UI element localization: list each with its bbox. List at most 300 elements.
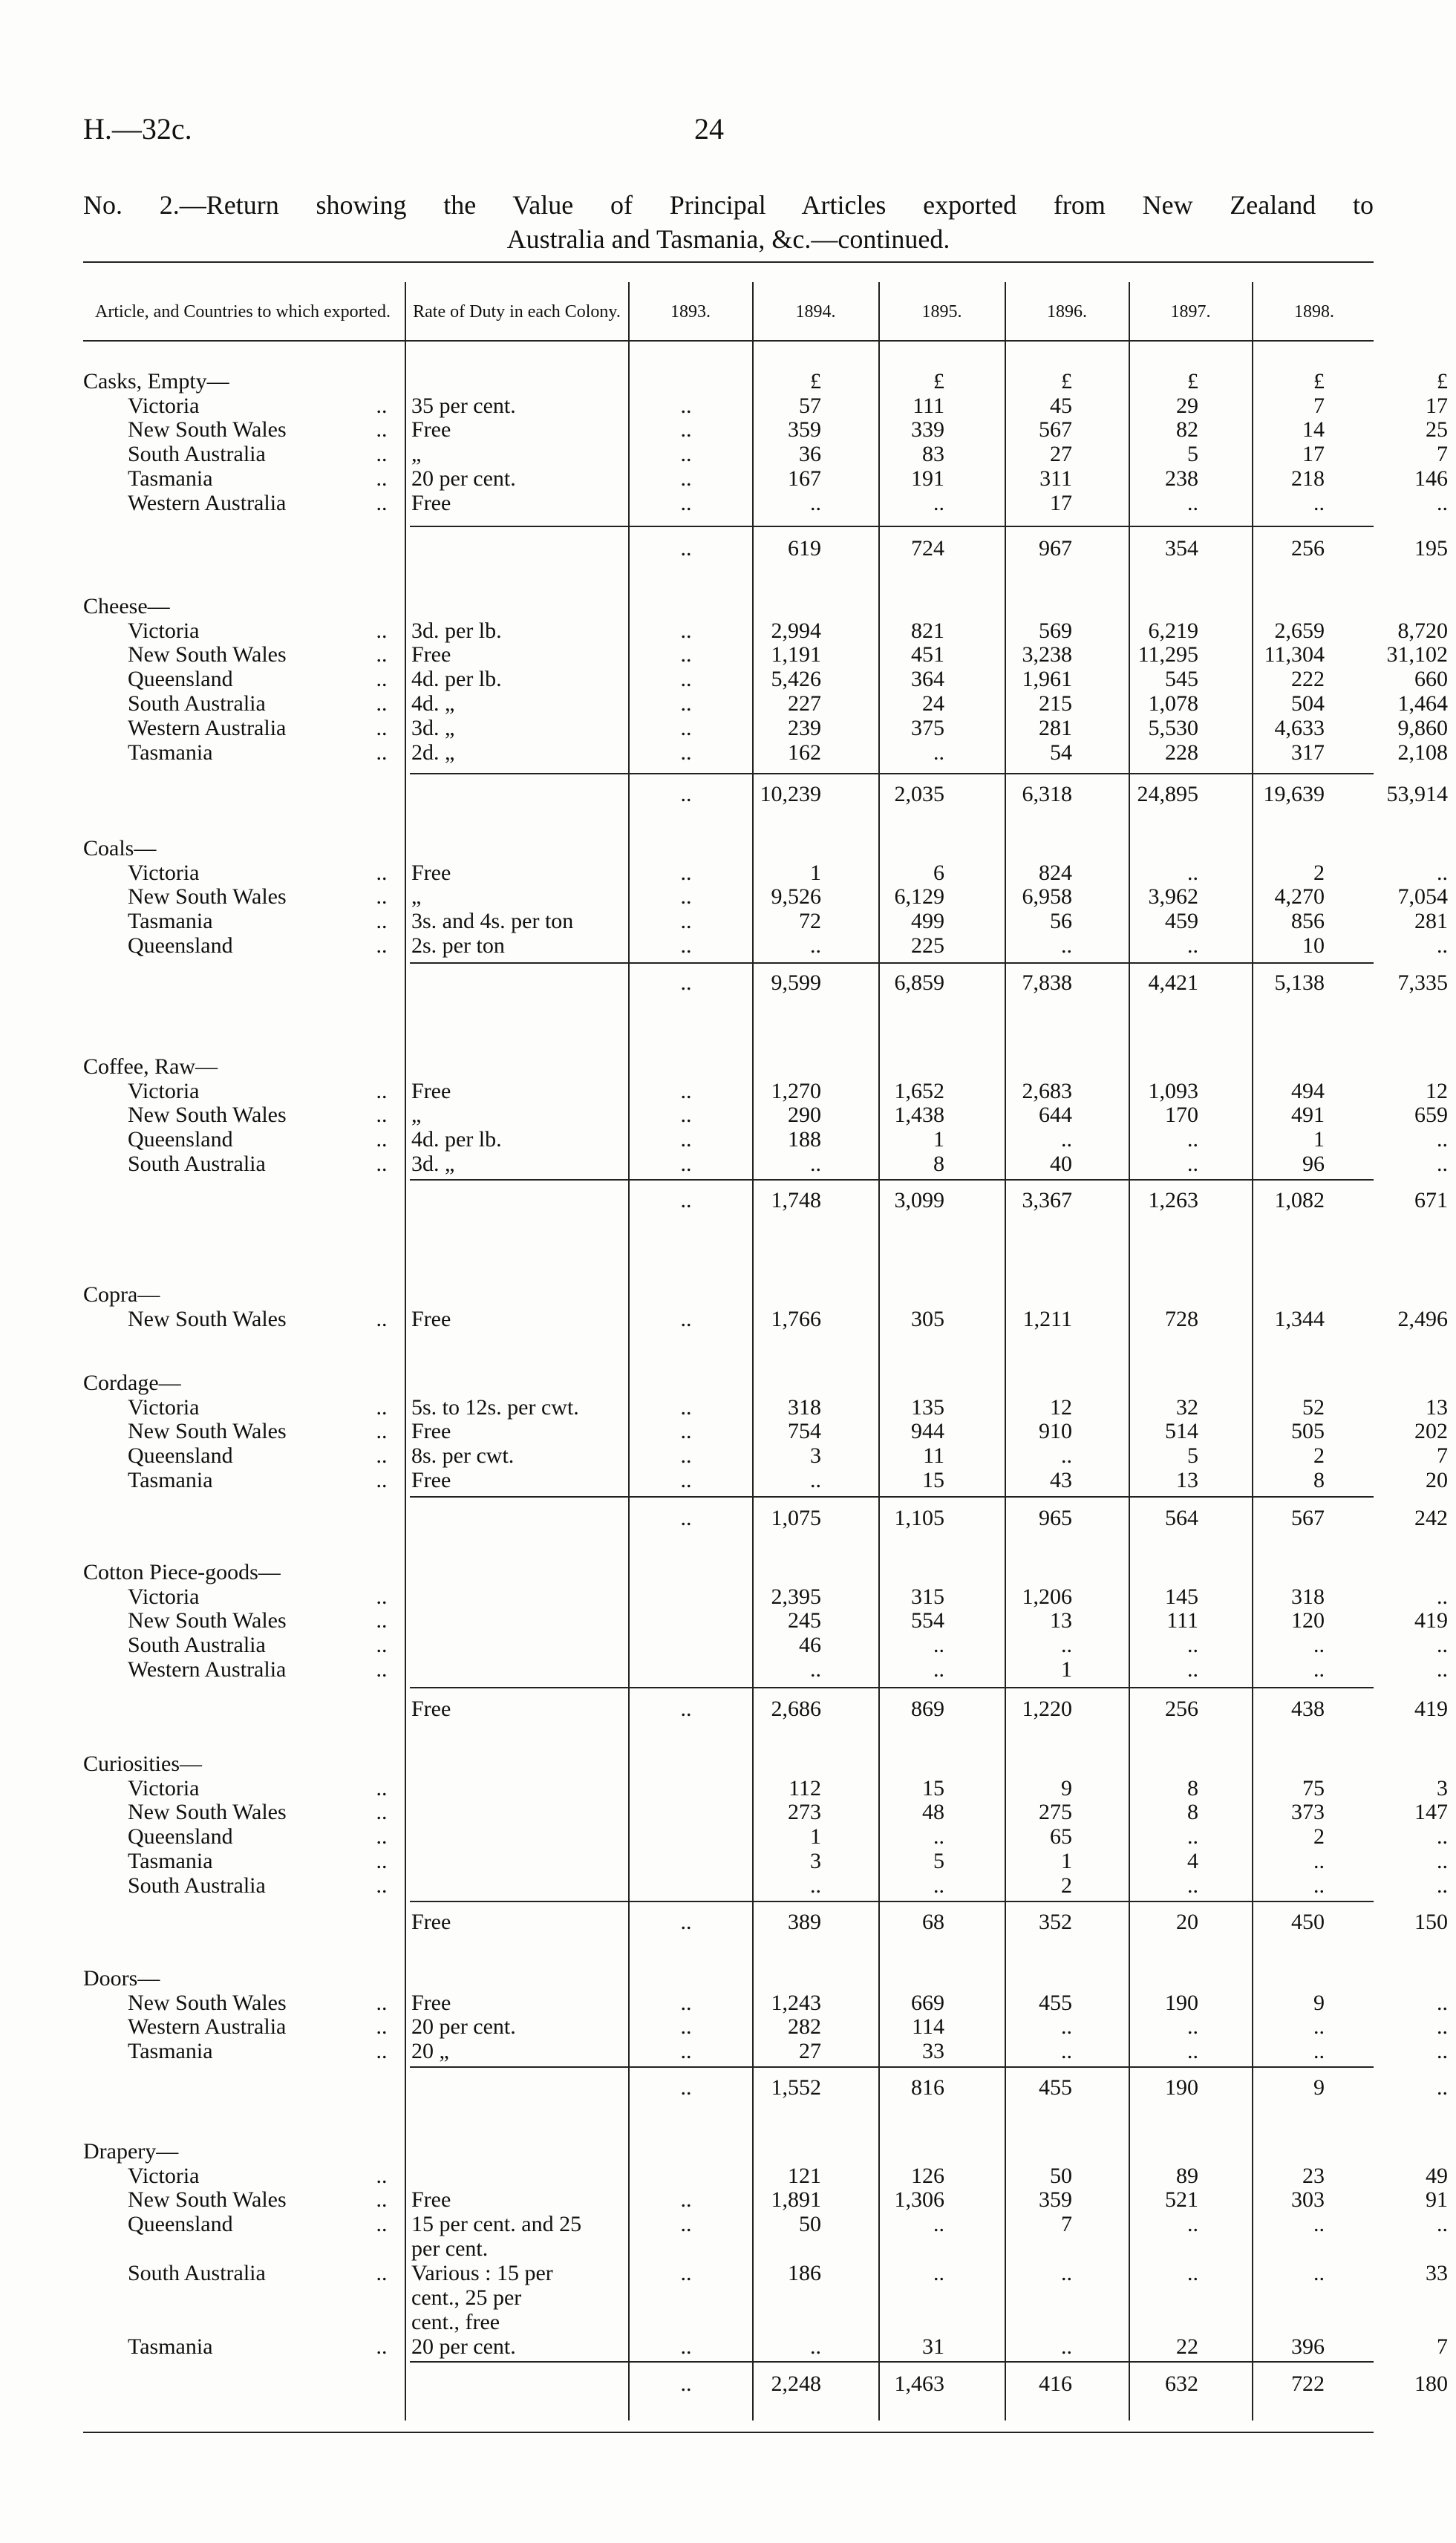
total-value-cell: 724 [911, 536, 944, 561]
value-cell: 12 [1426, 1079, 1448, 1103]
table-row [83, 716, 1448, 740]
value-cell: 215 [1039, 691, 1072, 716]
value-cell: .. [1313, 2212, 1325, 2236]
leader-dots: .. [680, 1395, 692, 1420]
total-duty-rate: Free [411, 1910, 451, 1934]
total-value-cell: 20 [1176, 1910, 1198, 1934]
total-row [83, 1188, 1448, 1212]
value-cell: 65 [1050, 1824, 1072, 1849]
value-cell: 15 [922, 1776, 944, 1801]
total-value-cell: 567 [1291, 1506, 1325, 1530]
total-row [83, 1910, 1448, 1934]
country-name: South Australia [128, 1152, 266, 1176]
value-cell: 364 [911, 667, 944, 691]
value-cell: 145 [1165, 1584, 1198, 1609]
commodity-name: Coals— [83, 836, 157, 861]
table-row [83, 1633, 1448, 1657]
commodity-name: Cordage— [83, 1371, 181, 1395]
total-value-cell: 7,335 [1397, 970, 1448, 995]
country-name: Tasmania [128, 740, 213, 765]
value-cell: .. [1437, 861, 1448, 885]
leader-dots: .. [680, 884, 692, 909]
value-cell: 494 [1291, 1079, 1325, 1103]
value-cell: 22 [1176, 2334, 1198, 2359]
value-cell: 339 [911, 417, 944, 442]
table-row [83, 1657, 1448, 1682]
total-value-cell: 190 [1165, 2075, 1198, 2100]
leader-dots: .. [680, 933, 692, 958]
country-name: New South Wales [128, 1419, 287, 1443]
table-row [83, 417, 1448, 442]
country-name: Queensland [128, 933, 233, 958]
value-cell: 305 [911, 1307, 944, 1331]
value-cell: 281 [1039, 716, 1072, 740]
value-cell: 1 [810, 861, 821, 885]
value-cell: .. [933, 740, 944, 765]
value-cell: 15 [922, 1468, 944, 1492]
table-row [83, 1873, 1448, 1898]
value-cell: 5 [1187, 442, 1198, 466]
value-cell: .. [933, 1873, 944, 1898]
table-row [83, 861, 1448, 885]
total-value-cell: 869 [911, 1697, 944, 1721]
country-name: Victoria [128, 1079, 200, 1103]
country-name: Victoria [128, 1395, 200, 1420]
value-cell: 419 [1414, 1608, 1448, 1633]
country-name: New South Wales [128, 1608, 287, 1633]
leader-dots: .. [376, 1079, 388, 1103]
value-cell: 36 [799, 442, 821, 466]
value-cell: 2 [1313, 1443, 1325, 1468]
value-cell: 910 [1039, 1419, 1072, 1443]
total-value-cell: 967 [1039, 536, 1072, 561]
table-row [83, 933, 1448, 958]
value-cell: 46 [799, 1633, 821, 1657]
value-cell: 111 [913, 394, 944, 418]
country-name: Western Australia [128, 491, 287, 515]
leader-dots: .. [376, 1873, 388, 1898]
value-cell: 4,633 [1274, 716, 1325, 740]
value-cell: 396 [1291, 2334, 1325, 2359]
column-header-article: Article, and Countries to which exported. [95, 302, 391, 321]
table-row [83, 667, 1448, 691]
value-cell: .. [933, 1824, 944, 1849]
table-row [83, 2014, 1448, 2039]
value-cell: 567 [1039, 417, 1072, 442]
value-cell: .. [1061, 933, 1072, 958]
leader-dots: .. [680, 1103, 692, 1127]
country-name: Queensland [128, 667, 233, 691]
leader-dots: .. [376, 394, 388, 418]
leader-dots: .. [680, 1506, 692, 1530]
value-cell: 1,961 [1022, 667, 1072, 691]
table-row [83, 1103, 1448, 1127]
leader-dots: .. [376, 1468, 388, 1492]
value-cell: 32 [1176, 1395, 1198, 1420]
value-cell: 3 [810, 1443, 821, 1468]
country-name: Queensland [128, 2212, 233, 2236]
duty-rate: per cent. [411, 2236, 489, 2261]
table-row [83, 1824, 1448, 1849]
duty-rate: Free [411, 417, 451, 442]
total-value-cell: 450 [1291, 1910, 1325, 1934]
leader-dots: .. [680, 970, 692, 995]
value-cell: 6,958 [1022, 884, 1072, 909]
total-value-cell: 24,895 [1137, 782, 1198, 806]
duty-rate: Free [411, 2187, 451, 2212]
duty-rate: 15 per cent. and 25 [411, 2212, 582, 2236]
table-row [83, 2164, 1448, 2188]
value-cell: .. [1313, 1873, 1325, 1898]
duty-rate: Free [411, 861, 451, 885]
country-name: Victoria [128, 1776, 200, 1801]
section-heading-row [83, 1752, 1374, 1776]
total-value-cell: 438 [1291, 1697, 1325, 1721]
country-name: South Australia [128, 1873, 266, 1898]
value-cell: 191 [911, 466, 944, 491]
value-cell: 1 [1061, 1657, 1072, 1682]
total-value-cell: 632 [1165, 2371, 1198, 2396]
subtotal-rule [410, 1179, 1374, 1181]
value-cell: 359 [788, 417, 821, 442]
table-row [83, 740, 1448, 765]
value-cell: .. [1437, 1584, 1448, 1609]
value-cell: 91 [1426, 2187, 1448, 2212]
value-cell: 6,219 [1148, 618, 1198, 643]
value-cell: 1,306 [894, 2187, 944, 2212]
total-value-cell: 619 [788, 536, 821, 561]
leader-dots: .. [376, 1419, 388, 1443]
country-name: Tasmania [128, 1849, 213, 1873]
duty-rate: Free [411, 491, 451, 515]
total-value-cell: 6,859 [894, 970, 944, 995]
value-cell: 96 [1302, 1152, 1325, 1176]
value-cell: .. [933, 491, 944, 515]
value-cell: £ [1437, 369, 1448, 394]
value-cell: 1,766 [771, 1307, 821, 1331]
leader-dots: .. [680, 491, 692, 515]
value-cell: 1,211 [1022, 1307, 1072, 1331]
value-cell: 11,295 [1137, 642, 1198, 667]
value-cell: 146 [1414, 466, 1448, 491]
leader-dots: .. [680, 2075, 692, 2100]
value-cell: 75 [1302, 1776, 1325, 1801]
value-cell: 3 [810, 1849, 821, 1873]
value-cell: .. [810, 491, 821, 515]
country-name: Queensland [128, 1443, 233, 1468]
country-name: Western Australia [128, 716, 287, 740]
column-header-year: 1894. [795, 302, 836, 321]
value-cell: 188 [788, 1127, 821, 1152]
leader-dots: .. [680, 2212, 692, 2236]
section-heading-row [83, 1560, 1374, 1584]
duty-rate: Free [411, 1991, 451, 2015]
value-cell: 17 [1050, 491, 1072, 515]
leader-dots: .. [680, 1152, 692, 1176]
leader-dots: .. [376, 491, 388, 515]
leader-dots: .. [680, 740, 692, 765]
table-row [83, 642, 1448, 667]
value-cell: 2 [1313, 861, 1325, 885]
value-cell: 2,659 [1274, 618, 1325, 643]
country-name: New South Wales [128, 1800, 287, 1824]
value-cell: £ [1061, 369, 1072, 394]
table-row [83, 2285, 1374, 2310]
duty-rate: 2s. per ton [411, 933, 505, 958]
total-row [83, 2371, 1448, 2396]
value-cell: .. [1313, 2261, 1325, 2285]
column-header-year: 1893. [670, 302, 711, 321]
table-row [83, 1991, 1448, 2015]
leader-dots: .. [376, 667, 388, 691]
value-cell: .. [1187, 861, 1198, 885]
leader-dots: .. [376, 909, 388, 933]
total-value-cell: 9,599 [771, 970, 821, 995]
value-cell: 202 [1414, 1419, 1448, 1443]
leader-dots: .. [376, 861, 388, 885]
value-cell: 282 [788, 2014, 821, 2039]
value-cell: 660 [1414, 667, 1448, 691]
value-cell: 455 [1039, 1991, 1072, 2015]
value-cell: 545 [1165, 667, 1198, 691]
duty-rate: 2d. „ [411, 740, 455, 765]
section-heading-row [83, 1054, 1374, 1079]
table-row [83, 1849, 1448, 1873]
leader-dots: .. [680, 667, 692, 691]
value-cell: 375 [911, 716, 944, 740]
country-name: Western Australia [128, 2014, 287, 2039]
table-row [83, 2039, 1448, 2063]
value-cell: .. [1061, 2334, 1072, 2359]
value-cell: £ [1187, 369, 1198, 394]
value-cell: 82 [1176, 417, 1198, 442]
value-cell: 499 [911, 909, 944, 933]
total-value-cell: 3,099 [894, 1188, 944, 1212]
leader-dots: .. [376, 1127, 388, 1152]
value-cell: 1 [933, 1127, 944, 1152]
value-cell: 10 [1302, 933, 1325, 958]
leader-dots: .. [376, 2164, 388, 2188]
value-cell: £ [1313, 369, 1325, 394]
value-cell: 56 [1050, 909, 1072, 933]
value-cell: 54 [1050, 740, 1072, 765]
value-cell: 20 [1426, 1468, 1448, 1492]
section-heading-row [83, 836, 1374, 861]
leader-dots: .. [680, 642, 692, 667]
duty-rate: Free [411, 1307, 451, 1331]
table-row [83, 369, 1448, 394]
value-cell: 311 [1039, 466, 1072, 491]
value-cell: 72 [799, 909, 821, 933]
value-cell: 1,243 [771, 1991, 821, 2015]
value-cell: 2,683 [1022, 1079, 1072, 1103]
leader-dots: .. [680, 2334, 692, 2359]
value-cell: .. [1313, 491, 1325, 515]
leader-dots: .. [680, 466, 692, 491]
column-header-year: 1897. [1170, 302, 1211, 321]
value-cell: .. [1187, 2014, 1198, 2039]
commodity-name: Coffee, Raw— [83, 1054, 218, 1079]
leader-dots: .. [680, 1991, 692, 2015]
table-row [83, 884, 1448, 909]
country-name: New South Wales [128, 884, 287, 909]
value-cell: 1 [810, 1824, 821, 1849]
leader-dots: .. [680, 1188, 692, 1212]
value-cell: 120 [1291, 1608, 1325, 1633]
leader-dots: .. [376, 1608, 388, 1633]
value-cell: .. [1187, 1657, 1198, 1682]
leader-dots: .. [680, 1697, 692, 1721]
value-cell: 821 [911, 618, 944, 643]
value-cell: .. [1437, 1991, 1448, 2015]
leader-dots: .. [376, 1800, 388, 1824]
commodity-name: Curiosities— [83, 1752, 203, 1776]
value-cell: 3,238 [1022, 642, 1072, 667]
value-cell: 2,496 [1397, 1307, 1448, 1331]
value-cell: 318 [788, 1395, 821, 1420]
country-name: New South Wales [128, 1103, 287, 1127]
total-value-cell: 256 [1165, 1697, 1198, 1721]
value-cell: 669 [911, 1991, 944, 2015]
value-cell: 27 [1050, 442, 1072, 466]
total-value-cell: 816 [911, 2075, 944, 2100]
value-cell: 49 [1426, 2164, 1448, 2188]
value-cell: .. [933, 2261, 944, 2285]
duty-rate: cent., 25 per [411, 2285, 522, 2310]
value-cell: 1,078 [1148, 691, 1198, 716]
value-cell: 218 [1291, 466, 1325, 491]
value-cell: 754 [788, 1419, 821, 1443]
value-cell: 2,395 [771, 1584, 821, 1609]
leader-dots: .. [680, 1079, 692, 1103]
subtotal-rule [410, 773, 1374, 774]
value-cell: 303 [1291, 2187, 1325, 2212]
subtotal-rule [410, 1901, 1374, 1902]
commodity-name: Copra— [83, 1282, 160, 1307]
table-row [83, 466, 1448, 491]
duty-rate: 8s. per cwt. [411, 1443, 515, 1468]
value-cell: 5 [1187, 1443, 1198, 1468]
value-cell: 459 [1165, 909, 1198, 933]
value-cell: £ [933, 369, 944, 394]
value-cell: 33 [1426, 2261, 1448, 2285]
country-name: New South Wales [128, 2187, 287, 2212]
total-row [83, 970, 1448, 995]
value-cell: .. [1437, 1657, 1448, 1682]
total-value-cell: 1,463 [894, 2371, 944, 2396]
value-cell: 5,426 [771, 667, 821, 691]
country-name: Tasmania [128, 909, 213, 933]
leader-dots: .. [680, 1910, 692, 1934]
leader-dots: .. [376, 2212, 388, 2236]
table-row [83, 1608, 1448, 1633]
duty-rate: „ [411, 442, 422, 466]
section-heading-row [83, 1966, 1374, 1991]
subtotal-rule [410, 526, 1374, 527]
value-cell: .. [1187, 2039, 1198, 2063]
value-cell: 7 [1437, 1443, 1448, 1468]
value-cell: 225 [911, 933, 944, 958]
total-value-cell: 2,686 [771, 1697, 821, 1721]
total-value-cell: 9 [1313, 2075, 1325, 2100]
value-cell: .. [810, 1657, 821, 1682]
leader-dots: .. [680, 1127, 692, 1152]
value-cell: 2 [1313, 1824, 1325, 1849]
value-cell: .. [1187, 933, 1198, 958]
leader-dots: .. [680, 394, 692, 418]
value-cell: 167 [788, 466, 821, 491]
leader-dots: .. [376, 716, 388, 740]
value-cell: 1,344 [1274, 1307, 1325, 1331]
subtotal-rule [410, 962, 1374, 964]
value-cell: 824 [1039, 861, 1072, 885]
leader-dots: .. [376, 691, 388, 716]
duty-rate: 20 per cent. [411, 2334, 516, 2359]
table-row [83, 2236, 1374, 2261]
table-row [83, 1419, 1448, 1443]
country-name: Victoria [128, 2164, 200, 2188]
total-value-cell: 1,220 [1022, 1697, 1072, 1721]
total-value-cell: 6,318 [1022, 782, 1072, 806]
total-value-cell: 5,138 [1274, 970, 1325, 995]
value-cell: .. [1437, 2039, 1448, 2063]
leader-dots: .. [376, 1849, 388, 1873]
total-value-cell: 354 [1165, 536, 1198, 561]
value-cell: 1,093 [1148, 1079, 1198, 1103]
leader-dots: .. [680, 618, 692, 643]
total-value-cell: 195 [1414, 536, 1448, 561]
subtotal-rule [410, 2361, 1374, 2363]
column-header-year: 1895. [921, 302, 962, 321]
value-cell: 40 [1050, 1152, 1072, 1176]
value-cell: .. [1437, 1873, 1448, 1898]
value-cell: 50 [1050, 2164, 1072, 2188]
table-row [83, 1307, 1448, 1331]
table-row [83, 2187, 1448, 2212]
value-cell: .. [810, 933, 821, 958]
leader-dots: .. [680, 2187, 692, 2212]
value-cell: 644 [1039, 1103, 1072, 1127]
duty-rate: 20 per cent. [411, 466, 516, 491]
commodity-name: Cheese— [83, 594, 170, 618]
leader-dots: .. [376, 1776, 388, 1801]
total-value-cell: 68 [922, 1910, 944, 1934]
value-cell: 17 [1426, 394, 1448, 418]
table-row [83, 1079, 1448, 1103]
value-cell: 1,438 [894, 1103, 944, 1127]
value-cell: 1,206 [1022, 1584, 1072, 1609]
leader-dots: .. [680, 1468, 692, 1492]
total-row [83, 782, 1448, 806]
value-cell: 43 [1050, 1468, 1072, 1492]
value-cell: 1,891 [771, 2187, 821, 2212]
value-cell: 504 [1291, 691, 1325, 716]
leader-dots: .. [376, 618, 388, 643]
table-row [83, 394, 1448, 418]
leader-dots: .. [680, 1307, 692, 1331]
leader-dots: .. [680, 2039, 692, 2063]
total-value-cell: 419 [1414, 1697, 1448, 1721]
total-value-cell: 53,914 [1386, 782, 1448, 806]
table-top-rule [83, 261, 1374, 263]
value-cell: .. [933, 1657, 944, 1682]
table-row [83, 491, 1448, 515]
country-name: New South Wales [128, 642, 287, 667]
country-name: Western Australia [128, 1657, 287, 1682]
country-name: Tasmania [128, 1468, 213, 1492]
value-cell: 190 [1165, 1991, 1198, 2015]
value-cell: 227 [788, 691, 821, 716]
